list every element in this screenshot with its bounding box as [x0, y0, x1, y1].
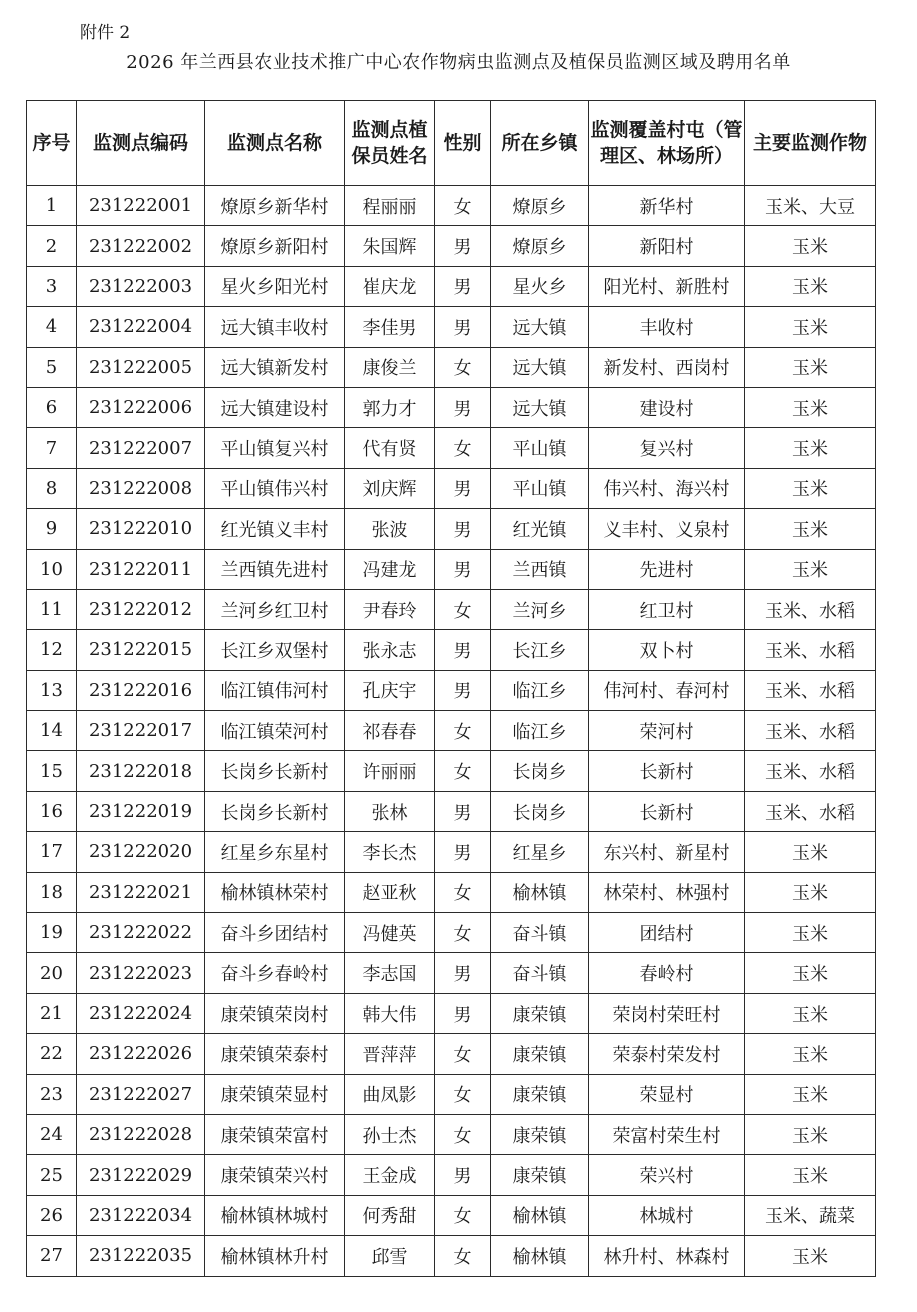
cell-site-name: 长江乡双堡村 [205, 630, 345, 670]
cell-inspector-name: 韩大伟 [345, 993, 435, 1033]
document-title: 2026 年兰西县农业技术推广中心农作物病虫监测点及植保员监测区域及聘用名单 [126, 52, 791, 73]
cell-inspector-name: 张林 [345, 791, 435, 831]
cell-crops: 玉米 [745, 226, 876, 266]
cell-site-name: 燎原乡新华村 [205, 186, 345, 226]
cell-site-name: 奋斗乡团结村 [205, 913, 345, 953]
cell-index: 18 [27, 872, 77, 912]
cell-site-name: 远大镇丰收村 [205, 307, 345, 347]
cell-inspector-name: 张永志 [345, 630, 435, 670]
cell-site-name: 康荣镇荣泰村 [205, 1034, 345, 1074]
cell-coverage: 红卫村 [589, 589, 745, 629]
cell-site-name: 燎原乡新阳村 [205, 226, 345, 266]
cell-crops: 玉米、水稻 [745, 751, 876, 791]
cell-coverage: 团结村 [589, 913, 745, 953]
cell-site-code: 231222035 [77, 1236, 205, 1276]
cell-township: 康荣镇 [491, 1114, 589, 1154]
cell-coverage: 林荣村、林强村 [589, 872, 745, 912]
cell-inspector-name: 孔庆宇 [345, 670, 435, 710]
cell-site-name: 榆林镇林城村 [205, 1195, 345, 1235]
cell-index: 19 [27, 913, 77, 953]
cell-inspector-name: 赵亚秋 [345, 872, 435, 912]
cell-inspector-name: 许丽丽 [345, 751, 435, 791]
cell-index: 4 [27, 307, 77, 347]
cell-gender: 男 [435, 226, 491, 266]
header-township: 所在乡镇 [491, 101, 589, 186]
cell-site-code: 231222007 [77, 428, 205, 468]
cell-site-code: 231222001 [77, 186, 205, 226]
cell-crops: 玉米 [745, 387, 876, 427]
cell-township: 榆林镇 [491, 1236, 589, 1276]
cell-site-code: 231222018 [77, 751, 205, 791]
cell-site-name: 康荣镇荣显村 [205, 1074, 345, 1114]
cell-index: 3 [27, 266, 77, 306]
cell-gender: 女 [435, 1195, 491, 1235]
header-site-name: 监测点名称 [205, 101, 345, 186]
cell-index: 5 [27, 347, 77, 387]
cell-site-code: 231222005 [77, 347, 205, 387]
cell-gender: 女 [435, 872, 491, 912]
cell-gender: 男 [435, 993, 491, 1033]
cell-township: 燎原乡 [491, 186, 589, 226]
cell-index: 11 [27, 589, 77, 629]
cell-coverage: 义丰村、义泉村 [589, 509, 745, 549]
cell-index: 12 [27, 630, 77, 670]
table-row [27, 266, 876, 306]
cell-inspector-name: 冯健英 [345, 913, 435, 953]
table-row [27, 872, 876, 912]
table-row [27, 307, 876, 347]
cell-site-code: 231222024 [77, 993, 205, 1033]
cell-coverage: 先进村 [589, 549, 745, 589]
cell-coverage: 春岭村 [589, 953, 745, 993]
cell-township: 长江乡 [491, 630, 589, 670]
cell-coverage: 荣河村 [589, 711, 745, 751]
cell-gender: 女 [435, 589, 491, 629]
cell-township: 康荣镇 [491, 1034, 589, 1074]
header-gender: 性别 [435, 101, 491, 186]
cell-site-name: 平山镇复兴村 [205, 428, 345, 468]
cell-site-code: 231222021 [77, 872, 205, 912]
cell-crops: 玉米 [745, 1114, 876, 1154]
cell-site-name: 红光镇义丰村 [205, 509, 345, 549]
table-row [27, 428, 876, 468]
table-row [27, 751, 876, 791]
cell-index: 17 [27, 832, 77, 872]
cell-site-code: 231222026 [77, 1034, 205, 1074]
header-inspector-name: 监测点植保员姓名 [345, 101, 435, 186]
cell-township: 红星乡 [491, 832, 589, 872]
cell-index: 25 [27, 1155, 77, 1195]
table-row [27, 913, 876, 953]
cell-township: 远大镇 [491, 347, 589, 387]
cell-index: 27 [27, 1236, 77, 1276]
cell-coverage: 林升村、林森村 [589, 1236, 745, 1276]
cell-gender: 男 [435, 307, 491, 347]
table-row [27, 468, 876, 508]
table-row [27, 1155, 876, 1195]
cell-crops: 玉米 [745, 1034, 876, 1074]
cell-gender: 女 [435, 186, 491, 226]
cell-site-code: 231222010 [77, 509, 205, 549]
cell-crops: 玉米 [745, 266, 876, 306]
cell-coverage: 新华村 [589, 186, 745, 226]
table-row [27, 1195, 876, 1235]
cell-gender: 男 [435, 832, 491, 872]
table-row [27, 993, 876, 1033]
cell-township: 康荣镇 [491, 1074, 589, 1114]
cell-gender: 女 [435, 1074, 491, 1114]
cell-index: 20 [27, 953, 77, 993]
cell-coverage: 伟河村、春河村 [589, 670, 745, 710]
table-row [27, 387, 876, 427]
cell-gender: 女 [435, 1236, 491, 1276]
table-row [27, 1114, 876, 1154]
cell-site-code: 231222019 [77, 791, 205, 831]
cell-gender: 男 [435, 670, 491, 710]
cell-site-code: 231222015 [77, 630, 205, 670]
cell-crops: 玉米 [745, 509, 876, 549]
cell-site-code: 231222002 [77, 226, 205, 266]
table-row [27, 509, 876, 549]
cell-township: 榆林镇 [491, 872, 589, 912]
cell-index: 7 [27, 428, 77, 468]
cell-crops: 玉米、水稻 [745, 630, 876, 670]
cell-gender: 女 [435, 347, 491, 387]
cell-coverage: 荣显村 [589, 1074, 745, 1114]
cell-gender: 男 [435, 953, 491, 993]
cell-inspector-name: 邱雪 [345, 1236, 435, 1276]
cell-coverage: 长新村 [589, 791, 745, 831]
table-row [27, 549, 876, 589]
cell-township: 红光镇 [491, 509, 589, 549]
cell-crops: 玉米 [745, 468, 876, 508]
cell-gender: 女 [435, 711, 491, 751]
cell-township: 奋斗镇 [491, 913, 589, 953]
table-row [27, 630, 876, 670]
cell-site-code: 231222023 [77, 953, 205, 993]
cell-township: 临江乡 [491, 711, 589, 751]
cell-site-name: 远大镇新发村 [205, 347, 345, 387]
table-header-row [27, 101, 876, 186]
table-row [27, 347, 876, 387]
cell-index: 15 [27, 751, 77, 791]
cell-site-code: 231222017 [77, 711, 205, 751]
cell-township: 远大镇 [491, 387, 589, 427]
cell-coverage: 荣富村荣生村 [589, 1114, 745, 1154]
cell-coverage: 新发村、西岗村 [589, 347, 745, 387]
cell-index: 21 [27, 993, 77, 1033]
cell-inspector-name: 尹春玲 [345, 589, 435, 629]
cell-site-name: 平山镇伟兴村 [205, 468, 345, 508]
cell-site-name: 长岗乡长新村 [205, 751, 345, 791]
cell-gender: 男 [435, 791, 491, 831]
cell-site-name: 临江镇荣河村 [205, 711, 345, 751]
cell-index: 1 [27, 186, 77, 226]
cell-crops: 玉米、水稻 [745, 791, 876, 831]
cell-township: 兰河乡 [491, 589, 589, 629]
cell-site-name: 兰河乡红卫村 [205, 589, 345, 629]
cell-site-name: 星火乡阳光村 [205, 266, 345, 306]
cell-inspector-name: 王金成 [345, 1155, 435, 1195]
cell-crops: 玉米、蔬菜 [745, 1195, 876, 1235]
cell-township: 平山镇 [491, 468, 589, 508]
cell-crops: 玉米 [745, 913, 876, 953]
cell-index: 13 [27, 670, 77, 710]
cell-inspector-name: 程丽丽 [345, 186, 435, 226]
cell-crops: 玉米 [745, 993, 876, 1033]
cell-inspector-name: 康俊兰 [345, 347, 435, 387]
cell-site-name: 康荣镇荣岗村 [205, 993, 345, 1033]
cell-site-code: 231222029 [77, 1155, 205, 1195]
cell-crops: 玉米、大豆 [745, 186, 876, 226]
cell-coverage: 荣兴村 [589, 1155, 745, 1195]
cell-gender: 男 [435, 549, 491, 589]
cell-index: 23 [27, 1074, 77, 1114]
cell-township: 康荣镇 [491, 1155, 589, 1195]
header-coverage: 监测覆盖村屯（管理区、林场所） [589, 101, 745, 186]
cell-site-code: 231222034 [77, 1195, 205, 1235]
cell-crops: 玉米 [745, 1074, 876, 1114]
attachment-label: 附件 2 [80, 23, 131, 43]
cell-site-name: 榆林镇林升村 [205, 1236, 345, 1276]
cell-township: 远大镇 [491, 307, 589, 347]
cell-site-name: 红星乡东星村 [205, 832, 345, 872]
cell-township: 星火乡 [491, 266, 589, 306]
cell-crops: 玉米 [745, 832, 876, 872]
cell-index: 6 [27, 387, 77, 427]
cell-coverage: 丰收村 [589, 307, 745, 347]
cell-site-code: 231222016 [77, 670, 205, 710]
cell-crops: 玉米 [745, 1236, 876, 1276]
cell-gender: 男 [435, 1155, 491, 1195]
cell-crops: 玉米 [745, 428, 876, 468]
cell-site-name: 兰西镇先进村 [205, 549, 345, 589]
cell-index: 8 [27, 468, 77, 508]
cell-site-name: 临江镇伟河村 [205, 670, 345, 710]
cell-inspector-name: 张波 [345, 509, 435, 549]
cell-gender: 女 [435, 1114, 491, 1154]
cell-township: 康荣镇 [491, 993, 589, 1033]
cell-inspector-name: 郭力才 [345, 387, 435, 427]
cell-coverage: 阳光村、新胜村 [589, 266, 745, 306]
cell-inspector-name: 冯建龙 [345, 549, 435, 589]
cell-township: 长岗乡 [491, 751, 589, 791]
cell-site-name: 榆林镇林荣村 [205, 872, 345, 912]
cell-coverage: 双卜村 [589, 630, 745, 670]
cell-coverage: 荣岗村荣旺村 [589, 993, 745, 1033]
cell-site-name: 康荣镇荣富村 [205, 1114, 345, 1154]
header-index: 序号 [27, 101, 77, 186]
cell-gender: 男 [435, 630, 491, 670]
cell-coverage: 伟兴村、海兴村 [589, 468, 745, 508]
cell-site-name: 康荣镇荣兴村 [205, 1155, 345, 1195]
cell-township: 奋斗镇 [491, 953, 589, 993]
header-crops: 主要监测作物 [745, 101, 876, 186]
cell-index: 24 [27, 1114, 77, 1154]
cell-coverage: 复兴村 [589, 428, 745, 468]
cell-site-code: 231222012 [77, 589, 205, 629]
cell-site-name: 奋斗乡春岭村 [205, 953, 345, 993]
cell-gender: 男 [435, 509, 491, 549]
cell-crops: 玉米 [745, 307, 876, 347]
cell-site-code: 231222006 [77, 387, 205, 427]
table-row [27, 226, 876, 266]
roster-table [26, 100, 876, 1277]
table-row [27, 186, 876, 226]
cell-inspector-name: 晋萍萍 [345, 1034, 435, 1074]
cell-township: 燎原乡 [491, 226, 589, 266]
cell-township: 榆林镇 [491, 1195, 589, 1235]
cell-gender: 男 [435, 387, 491, 427]
cell-inspector-name: 朱国辉 [345, 226, 435, 266]
table-row [27, 1034, 876, 1074]
cell-crops: 玉米 [745, 549, 876, 589]
cell-township: 平山镇 [491, 428, 589, 468]
cell-coverage: 长新村 [589, 751, 745, 791]
cell-inspector-name: 曲凤影 [345, 1074, 435, 1114]
cell-gender: 女 [435, 751, 491, 791]
cell-site-code: 231222004 [77, 307, 205, 347]
cell-site-code: 231222011 [77, 549, 205, 589]
cell-gender: 男 [435, 266, 491, 306]
cell-site-code: 231222027 [77, 1074, 205, 1114]
cell-crops: 玉米 [745, 347, 876, 387]
table-row [27, 791, 876, 831]
cell-coverage: 荣泰村荣发村 [589, 1034, 745, 1074]
table-row [27, 1236, 876, 1276]
header-site-code: 监测点编码 [77, 101, 205, 186]
cell-site-name: 长岗乡长新村 [205, 791, 345, 831]
cell-site-code: 231222008 [77, 468, 205, 508]
cell-site-code: 231222003 [77, 266, 205, 306]
cell-index: 2 [27, 226, 77, 266]
cell-crops: 玉米 [745, 872, 876, 912]
table-row [27, 670, 876, 710]
cell-inspector-name: 李长杰 [345, 832, 435, 872]
cell-township: 长岗乡 [491, 791, 589, 831]
cell-inspector-name: 崔庆龙 [345, 266, 435, 306]
table-row [27, 711, 876, 751]
cell-gender: 女 [435, 1034, 491, 1074]
cell-gender: 女 [435, 428, 491, 468]
table-row [27, 1074, 876, 1114]
cell-coverage: 东兴村、新星村 [589, 832, 745, 872]
cell-township: 兰西镇 [491, 549, 589, 589]
cell-index: 10 [27, 549, 77, 589]
cell-coverage: 建设村 [589, 387, 745, 427]
cell-site-name: 远大镇建设村 [205, 387, 345, 427]
cell-crops: 玉米 [745, 1155, 876, 1195]
cell-index: 22 [27, 1034, 77, 1074]
cell-coverage: 林城村 [589, 1195, 745, 1235]
cell-inspector-name: 刘庆辉 [345, 468, 435, 508]
cell-township: 临江乡 [491, 670, 589, 710]
cell-gender: 男 [435, 468, 491, 508]
cell-site-code: 231222020 [77, 832, 205, 872]
cell-crops: 玉米 [745, 953, 876, 993]
table-row [27, 832, 876, 872]
cell-inspector-name: 李佳男 [345, 307, 435, 347]
cell-index: 9 [27, 509, 77, 549]
table-row [27, 589, 876, 629]
cell-gender: 女 [435, 913, 491, 953]
cell-inspector-name: 李志国 [345, 953, 435, 993]
cell-inspector-name: 何秀甜 [345, 1195, 435, 1235]
cell-crops: 玉米、水稻 [745, 711, 876, 751]
cell-coverage: 新阳村 [589, 226, 745, 266]
cell-index: 26 [27, 1195, 77, 1235]
cell-site-code: 231222022 [77, 913, 205, 953]
cell-index: 16 [27, 791, 77, 831]
cell-site-code: 231222028 [77, 1114, 205, 1154]
cell-inspector-name: 孙士杰 [345, 1114, 435, 1154]
cell-inspector-name: 代有贤 [345, 428, 435, 468]
table-row [27, 953, 876, 993]
cell-inspector-name: 祁春春 [345, 711, 435, 751]
cell-crops: 玉米、水稻 [745, 589, 876, 629]
cell-crops: 玉米、水稻 [745, 670, 876, 710]
cell-index: 14 [27, 711, 77, 751]
